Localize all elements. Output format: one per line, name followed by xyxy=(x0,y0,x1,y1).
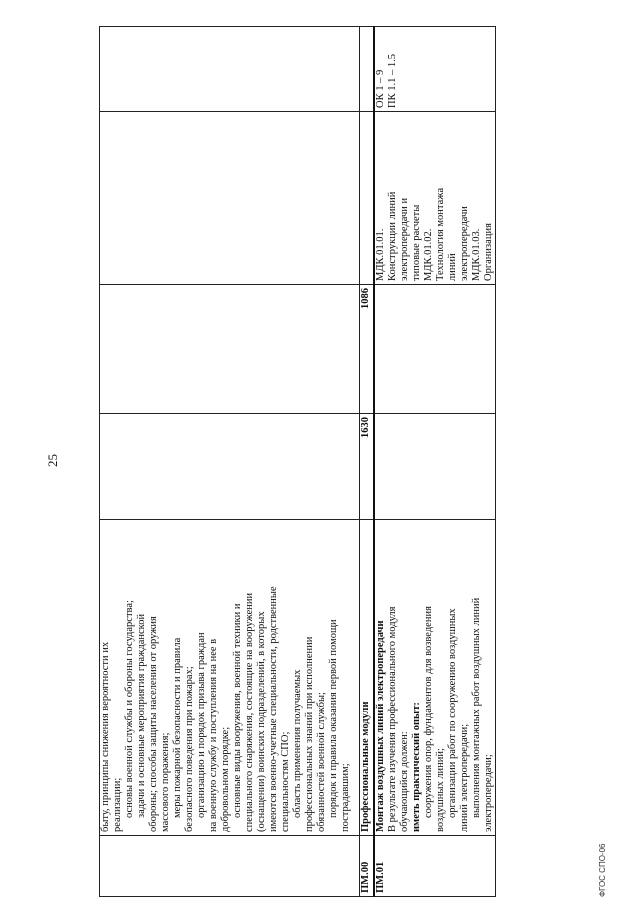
max-load-cell xyxy=(100,414,360,520)
text-line: электропередачи xyxy=(458,206,470,281)
text-line: организацию и порядок призыва граждан xyxy=(196,632,207,818)
text-line: Конструкции линий xyxy=(386,191,398,281)
text-line: воздушных линий; xyxy=(434,748,446,832)
text-line: Монтаж воздушных линий электропередачи xyxy=(374,620,386,832)
text-line: меры пожарной безопасности и правила xyxy=(172,637,183,818)
text-line: специальностям СПО; xyxy=(280,731,291,832)
table-row xyxy=(374,27,496,897)
text-line: порядок и правила оказания первой помощи xyxy=(328,619,339,818)
footer-code: ФГОС СПО-06 xyxy=(598,843,607,897)
text-line: специального снаряжения, состоящие на вооружении xyxy=(244,592,255,832)
text-line: МДК.01.02. xyxy=(422,228,434,281)
description-cell xyxy=(100,520,360,836)
curriculum-table xyxy=(99,26,496,897)
text-line: обязанностей военной службы; xyxy=(316,692,327,832)
text-line: МДК.01.01. xyxy=(374,228,386,281)
text-line: основные виды вооружения, военной техники и xyxy=(232,603,243,818)
text-line: В результате изучения профессионального модуля xyxy=(386,606,398,832)
pm01-competencies xyxy=(374,27,496,112)
pm00-hours: 1086 xyxy=(360,285,374,414)
code-cell xyxy=(100,836,360,897)
pm00-mdk xyxy=(360,112,374,285)
page-number: 25 xyxy=(45,454,60,467)
pm01-max xyxy=(374,414,496,520)
text-line: МДК.01.03. xyxy=(470,228,482,281)
text-line: массового поражения; xyxy=(160,732,171,832)
text-line: область применения получаемых xyxy=(292,669,303,818)
pm01-description xyxy=(374,520,496,836)
text-line: ОК 1 – 9 xyxy=(374,69,386,108)
mdk-cell xyxy=(100,112,360,285)
text-line: обороны; способы защиты населения от оружия xyxy=(148,616,159,832)
pm01-mdk xyxy=(374,112,496,285)
text-line: обучающийся должен: xyxy=(398,731,410,832)
text-line: Технология монтажа xyxy=(434,187,446,281)
hours-cell xyxy=(100,285,360,414)
text-line: безопасного поведения при пожарах; xyxy=(184,666,195,832)
text-line: задачи и основные мероприятия гражданской xyxy=(136,613,147,818)
text-line: Организация xyxy=(482,223,494,281)
pm01-hours xyxy=(374,285,496,414)
text-line: линий xyxy=(446,253,458,281)
pm00-max: 1630 xyxy=(360,414,374,520)
text-line: реализации; xyxy=(112,777,123,832)
text-line: иметь практический опыт: xyxy=(410,702,422,832)
text-line: добровольном порядке; xyxy=(220,726,231,832)
text-line: имеются военно-учетные специальности, родственные xyxy=(268,586,279,832)
text-line: выполнения монтажных работ воздушных линий xyxy=(470,597,482,818)
text-line: электропередачи и xyxy=(398,197,410,281)
text-line: линий электропередачи; xyxy=(458,723,470,832)
text-line: электропередачи; xyxy=(482,754,494,832)
text-line: на военную службу и поступления на нее в xyxy=(208,638,219,832)
text-line: организации работ по сооружению воздушных xyxy=(446,608,458,818)
text-line: основы военной службы и обороны государства; xyxy=(124,600,135,818)
text-line: профессиональных знаний при исполнении xyxy=(304,636,315,832)
pm00-title: Профессиональные модули xyxy=(360,520,374,836)
text-line: (оснащении) воинских подразделений, в которых xyxy=(256,611,267,832)
pm00-comp xyxy=(360,27,374,112)
pm00-code: ПМ.00 xyxy=(360,836,374,897)
text-line: типовые расчеты xyxy=(410,204,422,281)
text-line: пострадавшим; xyxy=(340,763,351,832)
pm01-code: ПМ.01 xyxy=(374,836,496,897)
text-line: быту, принципы снижения вероятности их xyxy=(100,641,111,832)
competence-cell xyxy=(100,27,360,112)
text-line: ПК 1.1 – 1.5 xyxy=(386,54,398,108)
table-row xyxy=(100,27,360,897)
table-row xyxy=(360,27,374,897)
text-line: сооружения опор, фундаментов для возведения xyxy=(422,606,434,818)
